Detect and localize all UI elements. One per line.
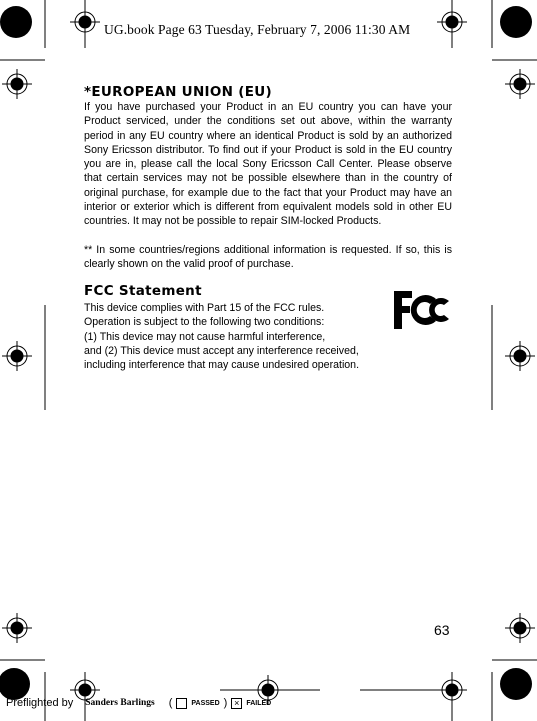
fcc-line: (1) This device may not cause harmful interference, — [84, 330, 326, 343]
page-number: 63 — [434, 622, 450, 638]
footer-paren-close: ) — [223, 697, 228, 709]
passed-checkbox-icon — [176, 698, 187, 709]
preflight-footer — [6, 694, 271, 712]
footer-failed-label: FAILED — [246, 699, 272, 707]
fcc-line: and (2) This device must accept any interference received, — [84, 344, 359, 357]
eu-section-title: *EUROPEAN UNION (EU) — [84, 84, 272, 100]
eu-section-body: If you have purchased your Product in an EU country you can have your Product serviced, under the conditions set out above, within the warranty period in any EU country where an identical Product is sold by an authorized Sony Ericsson distributor. To find out if your Product is sold in the EU country you are in, please call the local Sony Ericsson Call Center. Please observe that certain services may not be possible elsewhere than in the country of original purchase, for example due to the fact that your Product may have an interior or exterior which is different from equivalent models sold in other EU countries. It may not be possible to repair SIM-locked Products. — [84, 101, 452, 228]
fcc-section-title: FCC Statement — [84, 283, 202, 299]
fcc-line: This device complies with Part 15 of the FCC rules. — [84, 302, 325, 314]
footer-brand: Sanders Barlings — [85, 698, 155, 708]
fcc-line: Operation is subject to the following two conditions: — [84, 316, 325, 329]
footer-passed-label: PASSED — [191, 699, 220, 707]
eu-section-note: ** In some countries/regions additional information is requested. If so, this is clearly shown on the valid proof of purchase. — [84, 244, 452, 271]
fcc-logo-icon — [392, 289, 450, 331]
failed-checkbox-icon: × — [231, 698, 242, 709]
footer-paren-open: ( — [168, 697, 173, 709]
fcc-section-body — [84, 301, 404, 372]
fcc-line: including interference that may cause undesired operation. — [84, 359, 360, 372]
print-header: UG.book Page 63 Tuesday, February 7, 2006 11:30 AM — [104, 22, 411, 37]
footer-prefix: Preflighted by — [6, 697, 74, 709]
